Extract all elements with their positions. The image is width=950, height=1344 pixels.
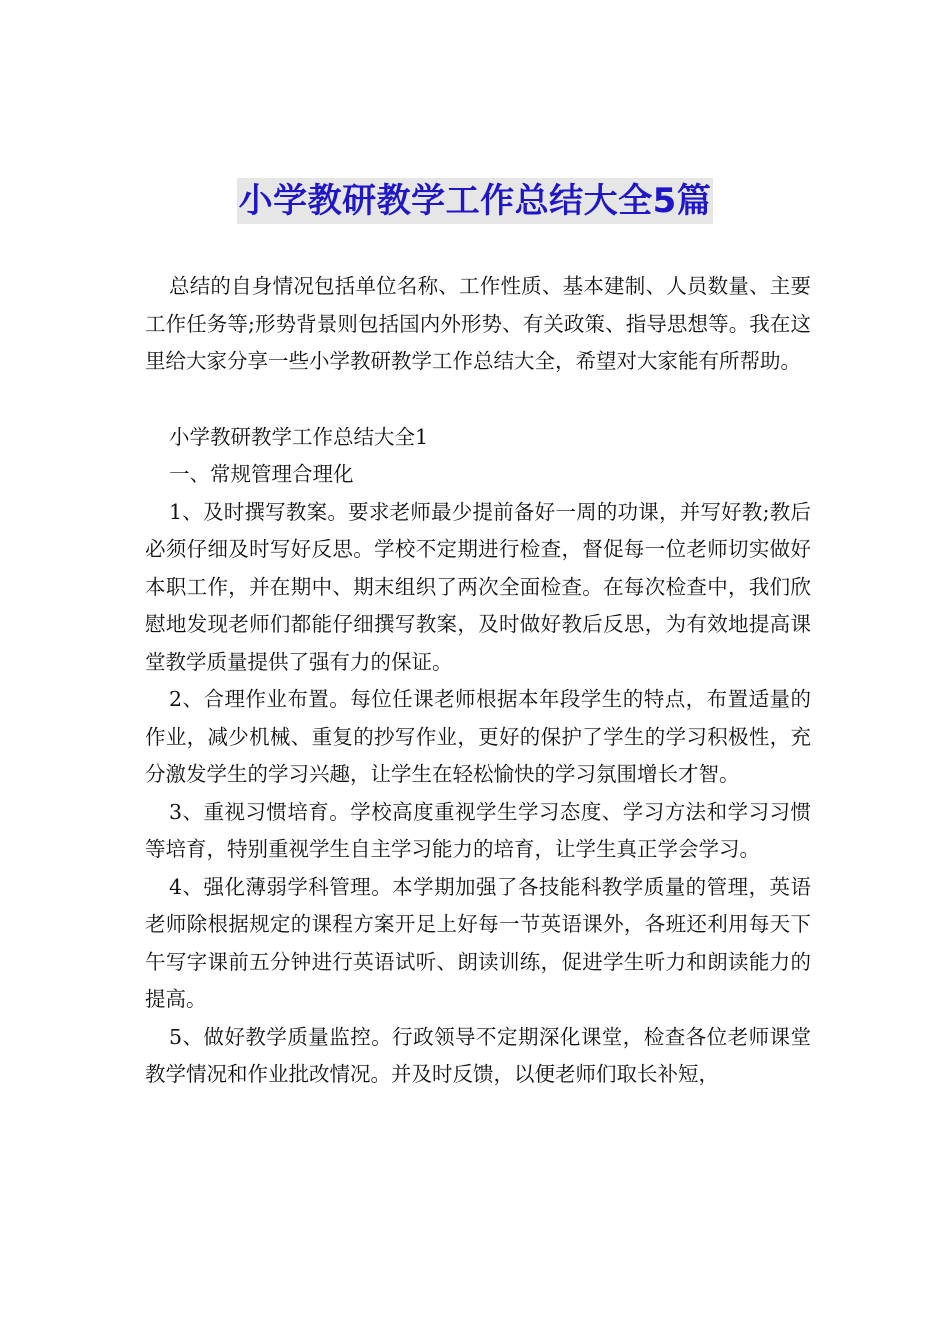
paragraph-gap [145, 381, 811, 419]
list-item: 3、重视习惯培育。学校高度重视学生学习态度、学习方法和学习习惯等培育，特别重视学生自主学习能力的培育，让学生真正学会学习。 [145, 799, 811, 861]
title-container [0, 178, 950, 224]
subheading: 一、常规管理合理化 [169, 462, 354, 486]
list-item: 1、及时撰写教案。要求老师最少提前备好一周的功课，并写好教;教后必须仔细及时写好反思。学校不定期进行检查，督促每一位老师切实做好本职工作，并在期中、期末组织了两次全面检查。在每次检查中，我们欣慰地发现老师们都能仔细撰写教案，及时做好教后反思，为有效地提高课堂教学质量提供了强有力的保证。 [145, 499, 811, 674]
document-body [145, 268, 811, 1094]
list-item: 4、强化薄弱学科管理。本学期加强了各技能科教学质量的管理，英语老师除根据规定的课程方案开足上好每一节英语课外，各班还利用每天下午写字课前五分钟进行英语试听、朗读训练，促进学生听力和朗读能力的提高。 [145, 874, 811, 1011]
section-heading: 小学教研教学工作总结大全1 [169, 424, 429, 449]
intro-paragraph: 总结的自身情况包括单位名称、工作性质、基本建制、人员数量、主要工作任务等;形势背景则包括国内外形势、有关政策、指导思想等。我在这里给大家分享一些小学教研教学工作总结大全，希望对大家能有所帮助。 [145, 274, 811, 373]
list-item: 5、做好教学质量监控。行政领导不定期深化课堂，检查各位老师课堂教学情况和作业批改情况。并及时反馈，以便老师们取长补短， [145, 1024, 811, 1086]
document-title: 小学教研教学工作总结大全5篇 [237, 178, 714, 224]
list-item: 2、合理作业布置。每位任课老师根据本年段学生的特点，布置适量的作业，减少机械、重复的抄写作业，更好的保护了学生的学习积极性，充分激发学生的学习兴趣，让学生在轻松愉快的学习氛围增长才智。 [145, 687, 811, 786]
